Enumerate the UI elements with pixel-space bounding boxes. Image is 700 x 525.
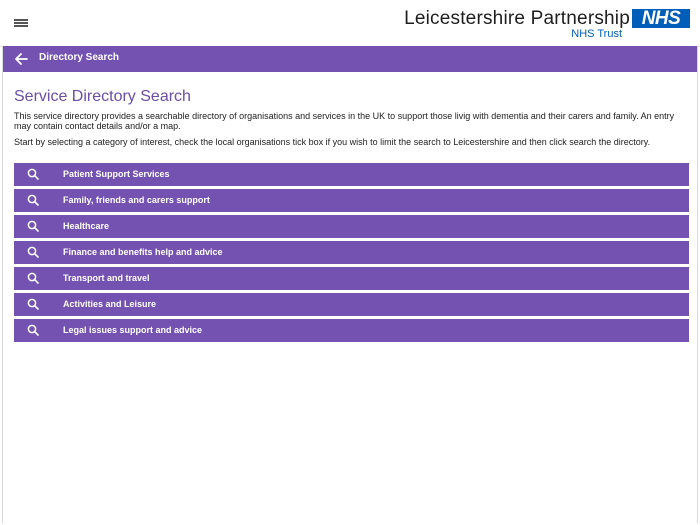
category-list <box>14 163 689 345</box>
category-label: Legal issues support and advice <box>63 325 203 335</box>
top-bar <box>0 0 700 47</box>
intro-text: This service directory provides a searchable directory of organisations and services in the UK to support those livig with dementia and their carers and family. An entry may contain contact details and/or a map. <box>14 111 675 131</box>
hamburger-menu-icon[interactable] <box>14 15 30 29</box>
category-healthcare[interactable] <box>14 215 689 238</box>
category-activities-leisure[interactable] <box>14 293 689 316</box>
nav-bar <box>3 46 697 72</box>
search-icon <box>27 194 39 206</box>
category-label: Healthcare <box>63 221 110 231</box>
org-name: Leicestershire Partnership <box>404 8 630 29</box>
nhs-logo: NHS <box>632 9 690 28</box>
search-icon <box>27 324 39 336</box>
instructions-text: Start by selecting a category of interest, check the local organisations tick box if you wish to limit the search to Leicestershire and then click search the directory. <box>14 137 651 147</box>
category-legal-issues[interactable] <box>14 319 689 342</box>
category-label: Patient Support Services <box>63 169 170 179</box>
back-arrow-icon[interactable] <box>13 51 29 67</box>
category-label: Activities and Leisure <box>63 299 157 309</box>
category-label: Family, friends and carers support <box>63 195 210 205</box>
category-label: Finance and benefits help and advice <box>63 247 223 257</box>
search-icon <box>27 246 39 258</box>
search-icon <box>27 298 39 310</box>
category-transport-travel[interactable] <box>14 267 689 290</box>
search-icon <box>27 168 39 180</box>
category-label: Transport and travel <box>63 273 150 283</box>
nav-title: Directory Search <box>39 52 120 63</box>
search-icon <box>27 272 39 284</box>
category-finance-benefits[interactable] <box>14 241 689 264</box>
org-trust: NHS Trust <box>571 28 622 40</box>
page-title: Service Directory Search <box>14 88 191 105</box>
search-icon <box>27 220 39 232</box>
category-family-carers[interactable] <box>14 189 689 212</box>
main-content <box>14 88 688 147</box>
category-patient-support[interactable] <box>14 163 689 186</box>
